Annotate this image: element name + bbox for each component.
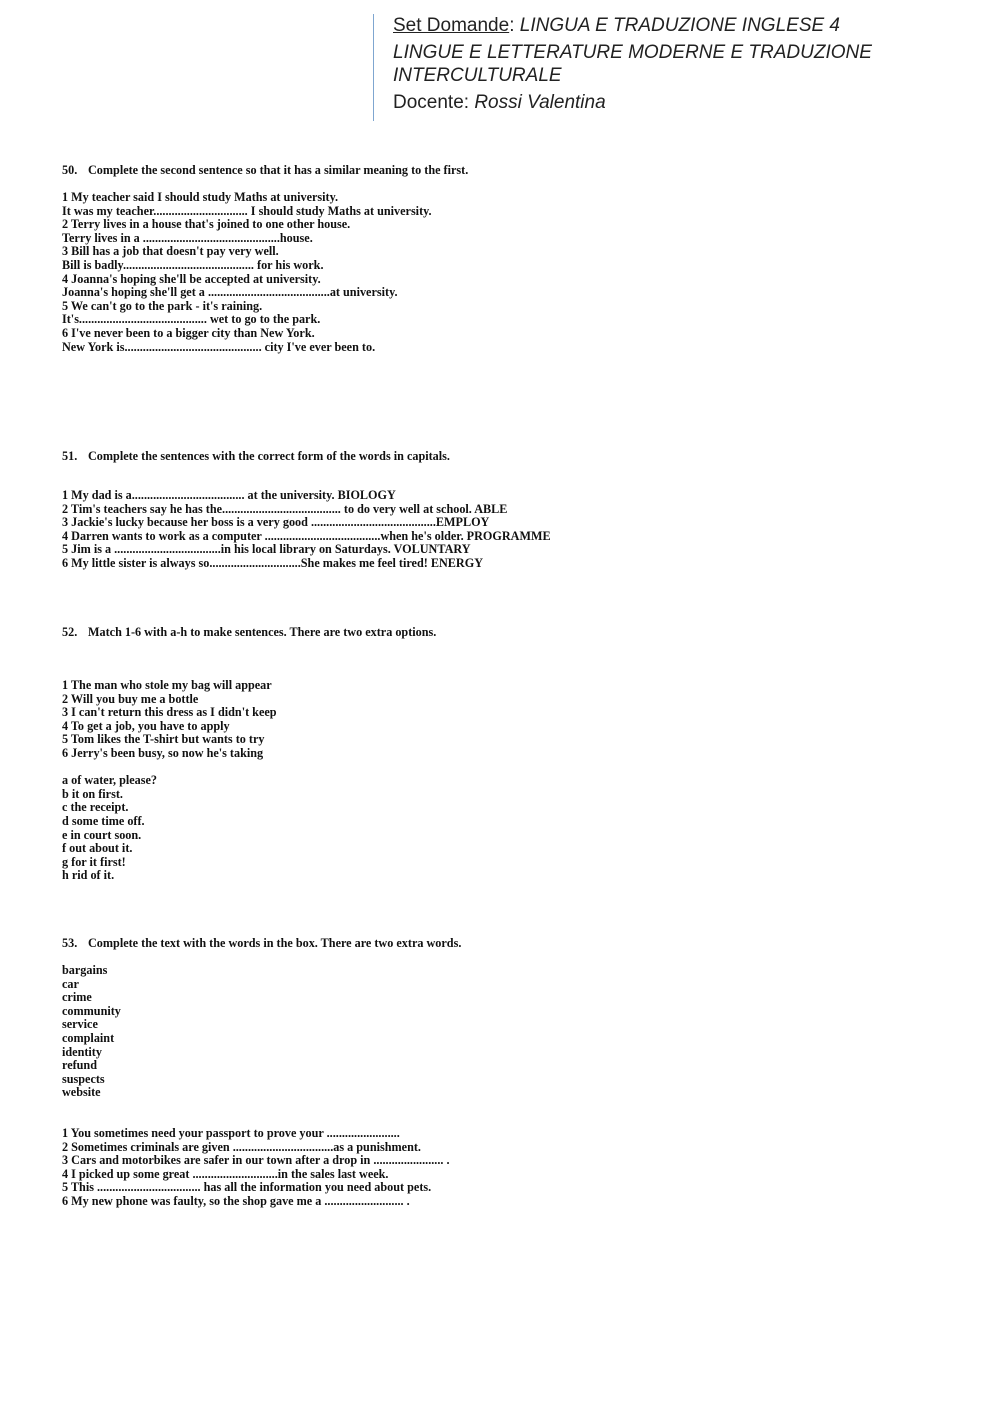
- list-item: b it on first.: [62, 786, 123, 801]
- list-item: 5 We can't go to the park - it's raining.: [62, 298, 263, 313]
- list-item: 4 Joanna's hoping she'll be accepted at university.: [62, 271, 321, 286]
- degree-line-1: [393, 41, 933, 64]
- list-item: community: [62, 1003, 121, 1018]
- list-item: 5 This .................................. has all the information you need about pets.: [62, 1180, 432, 1195]
- question-52: [62, 625, 762, 883]
- list-item: 2 Terry lives in a house that's joined to one other house.: [62, 217, 351, 232]
- list-item: New York is............................................. city I've ever been to.: [62, 339, 376, 354]
- question-50-title: [62, 163, 762, 178]
- question-50-instruction: Complete the second sentence so that it has a similar meaning to the first.: [88, 163, 469, 177]
- question-51: [62, 449, 782, 571]
- degree-line-2-text: INTERCULTURALE: [393, 65, 562, 86]
- list-item: 5 Tom likes the T-shirt but wants to try: [62, 732, 265, 747]
- list-item: 1 The man who stole my bag will appear: [62, 678, 272, 692]
- list-item: website: [62, 1085, 101, 1100]
- question-53-word-box: [62, 964, 762, 1100]
- list-item: 2 Will you buy me a bottle: [62, 691, 199, 706]
- list-item: 6 I've never been to a bigger city than New York.: [62, 325, 315, 340]
- list-item: 3 I can't return this dress as I didn't keep: [62, 705, 277, 720]
- list-item: suspects: [62, 1071, 105, 1086]
- list-item: crime: [62, 990, 92, 1005]
- question-50-lines: [62, 191, 762, 354]
- list-item: 1 You sometimes need your passport to prove your ........................: [62, 1125, 400, 1140]
- list-item: c the receipt.: [62, 800, 129, 815]
- list-item: 3 Jackie's lucky because her boss is a very good .........................................EMPLOY: [62, 515, 490, 530]
- list-item: 1 My dad is a..................................... at the university. BIOLOGY: [62, 488, 396, 502]
- question-53-number: 53.: [62, 936, 78, 950]
- list-item: 6 My little sister is always so..............................She makes me feel tired! ENERGY: [62, 555, 483, 570]
- list-item: Terry lives in a .............................................house.: [62, 230, 313, 245]
- teacher-label: Docente:: [393, 92, 475, 113]
- list-item: 5 Jim is a ...................................in his local library on Saturdays. VOLUNTARY: [62, 542, 471, 557]
- list-item: 4 To get a job, you have to apply: [62, 718, 230, 733]
- list-item: 3 Cars and motorbikes are safer in our town after a drop in ....................... .: [62, 1153, 450, 1168]
- list-item: 2 Tim's teachers say he has the....................................... to do very well at school. ABLE: [62, 501, 508, 516]
- set-label: Set Domande: [393, 15, 510, 36]
- list-item: complaint: [62, 1030, 115, 1045]
- question-53-lines: [62, 1127, 762, 1209]
- list-item: Joanna's hoping she'll get a ........................................at university.: [62, 285, 398, 300]
- question-51-number: 51.: [62, 449, 78, 463]
- document-header: [373, 14, 933, 121]
- list-item: 1 My teacher said I should study Maths at university.: [62, 190, 339, 204]
- set-separator: :: [509, 15, 520, 36]
- list-item: 6 Jerry's been busy, so now he's taking: [62, 745, 264, 760]
- list-item: h rid of it.: [62, 868, 115, 883]
- list-item: 4 I picked up some great ............................in the sales last week.: [62, 1166, 389, 1181]
- list-item: d some time off.: [62, 813, 145, 828]
- list-item: g for it first!: [62, 854, 126, 869]
- question-52-instruction: Match 1-6 with a-h to make sentences. There are two extra options.: [88, 625, 437, 639]
- question-53-title: [62, 936, 762, 951]
- course-title: LINGUA E TRADUZIONE INGLESE 4: [519, 15, 841, 36]
- list-item: Bill is badly........................................... for his work.: [62, 257, 324, 272]
- list-item: 2 Sometimes criminals are given .................................as a punishment.: [62, 1139, 421, 1154]
- list-item: refund: [62, 1058, 97, 1073]
- list-item: 6 My new phone was faulty, so the shop gave me a .......................... .: [62, 1193, 410, 1208]
- question-52-number: 52.: [62, 625, 78, 639]
- question-52-items: [62, 679, 762, 761]
- teacher-line: [393, 91, 933, 114]
- question-51-instruction: Complete the sentences with the correct form of the words in capitals.: [88, 449, 450, 463]
- degree-line-1-text: LINGUE E LETTERATURE MODERNE E TRADUZIONE: [393, 42, 872, 63]
- list-item: 3 Bill has a job that doesn't pay very well.: [62, 244, 279, 259]
- teacher-name: Rossi Valentina: [474, 92, 606, 113]
- list-item: e in court soon.: [62, 827, 142, 842]
- list-item: It's.......................................... wet to go to the park.: [62, 312, 321, 327]
- set-line: [393, 14, 933, 37]
- list-item: service: [62, 1017, 98, 1032]
- list-item: f out about it.: [62, 841, 133, 856]
- question-53-instruction: Complete the text with the words in the box. There are two extra words.: [88, 936, 462, 950]
- question-53: [62, 936, 762, 1209]
- list-item: bargains: [62, 963, 108, 977]
- question-52-options: [62, 774, 762, 883]
- list-item: It was my teacher............................... I should study Maths at university.: [62, 203, 432, 218]
- list-item: 4 Darren wants to work as a computer ......................................when he's older. PROGRAMME: [62, 528, 551, 543]
- question-51-lines: [62, 489, 782, 571]
- list-item: identity: [62, 1044, 102, 1059]
- question-51-title: [62, 449, 782, 464]
- question-52-title: [62, 625, 762, 640]
- list-item: a of water, please?: [62, 773, 157, 788]
- question-50-number: 50.: [62, 163, 78, 177]
- list-item: car: [62, 976, 79, 991]
- degree-line-2: [393, 64, 933, 87]
- question-50: [62, 163, 762, 354]
